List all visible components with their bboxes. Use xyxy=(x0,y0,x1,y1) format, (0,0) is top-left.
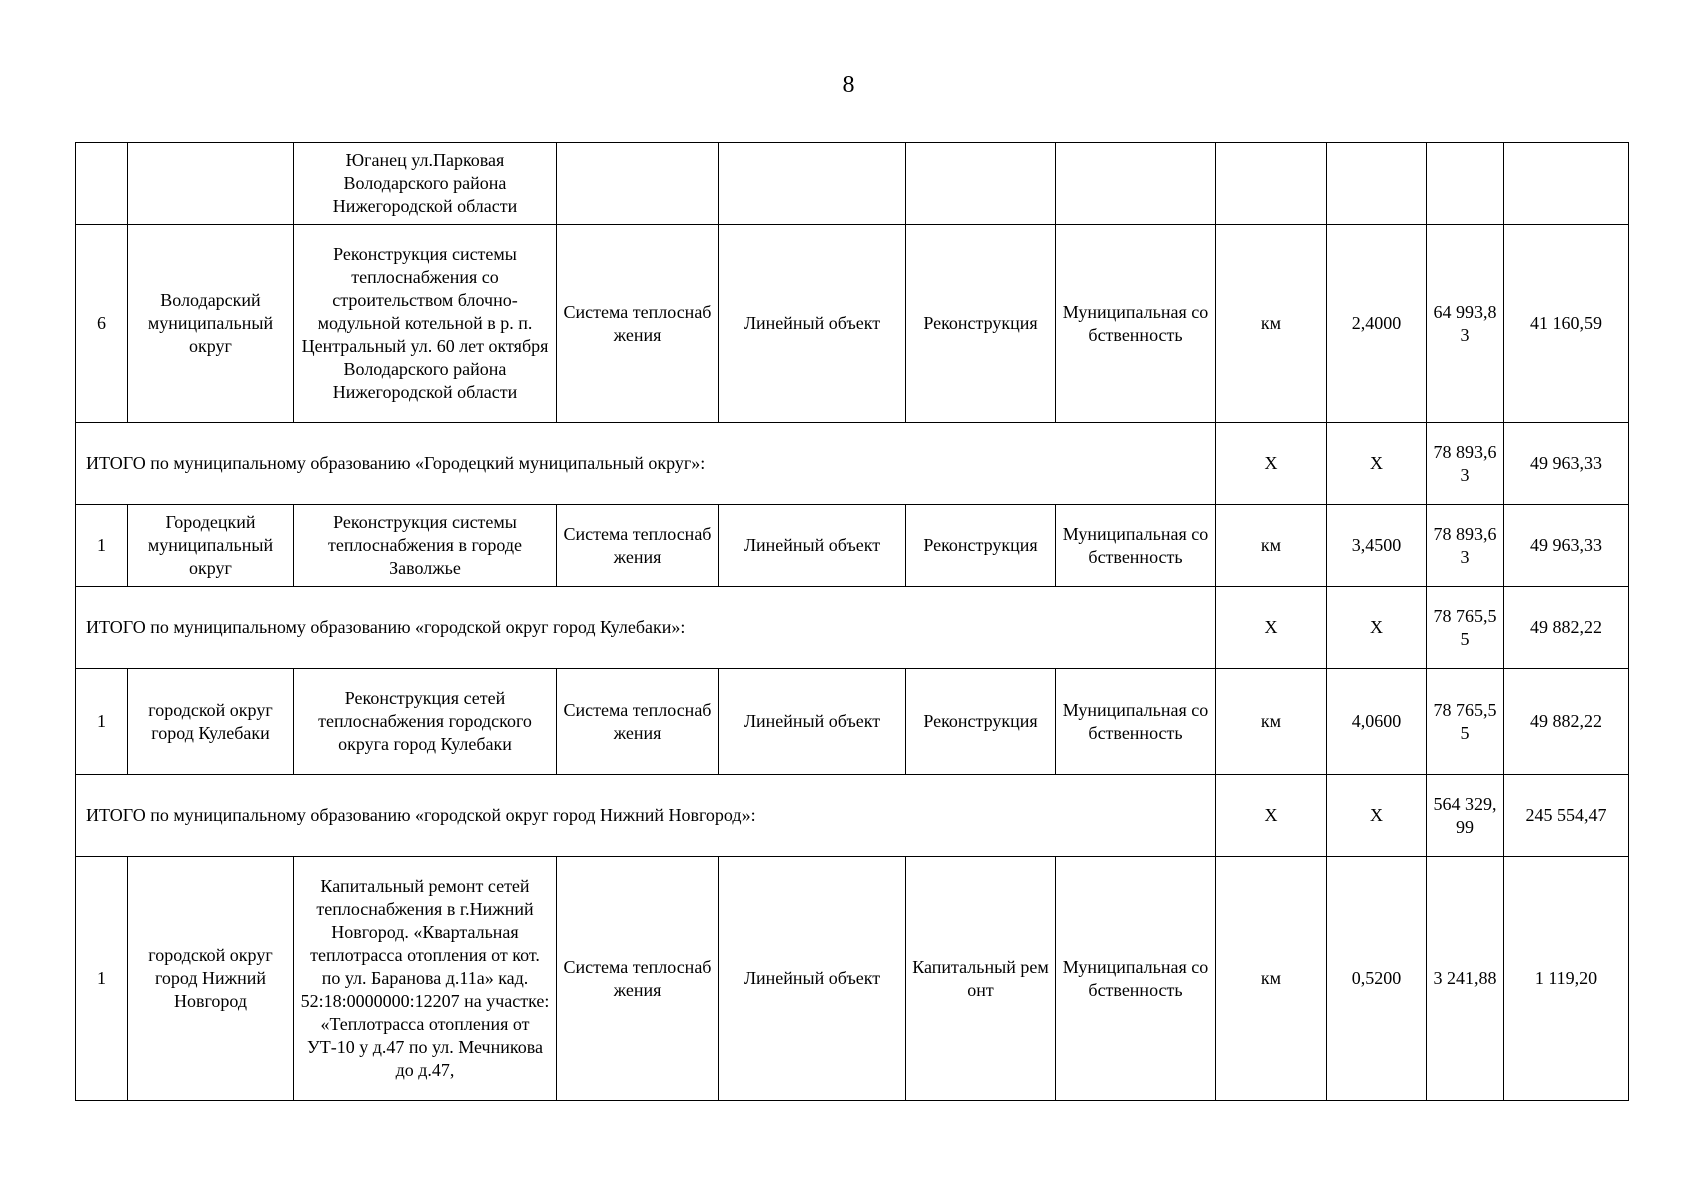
work-type-cell: Реконструкция xyxy=(906,505,1056,587)
municipality-cell: Володарский муниципальный округ xyxy=(128,225,294,423)
cost-total-cell xyxy=(1427,143,1504,225)
total-row xyxy=(76,775,1629,857)
page-number: 8 xyxy=(842,72,855,98)
total-cost-cell: 78 893,63 xyxy=(1427,423,1504,505)
object-name-cell: Реконструкция системы теплоснабжения со строительством блочно-модульной котельной в р. п. Центральный ул. 60 лет октября Володарского района Нижегородской области xyxy=(294,225,557,423)
cost-subsidy-cell: 1 119,20 xyxy=(1504,857,1629,1101)
object-name-cell: Юганец ул.Парковая Володарского района Нижегородской области xyxy=(294,143,557,225)
municipality-cell xyxy=(128,143,294,225)
ownership-cell: Муниципальная собственность xyxy=(1056,225,1216,423)
total-subsidy-cell: 245 554,47 xyxy=(1504,775,1629,857)
row-number: 1 xyxy=(76,669,128,775)
unit-cell: км xyxy=(1216,669,1327,775)
unit-cell xyxy=(1216,143,1327,225)
total-length-cell: X xyxy=(1327,775,1427,857)
length-cell: 4,0600 xyxy=(1327,669,1427,775)
total-label: ИТОГО по муниципальному образованию «Городецкий муниципальный округ»: xyxy=(76,423,1216,505)
ownership-cell: Муниципальная собственность xyxy=(1056,505,1216,587)
total-unit-cell: X xyxy=(1216,775,1327,857)
table-row xyxy=(76,505,1629,587)
total-length-cell: X xyxy=(1327,587,1427,669)
object-type-cell xyxy=(719,143,906,225)
table-row xyxy=(76,225,1629,423)
cost-total-cell: 78 765,55 xyxy=(1427,669,1504,775)
row-number: 1 xyxy=(76,505,128,587)
cost-subsidy-cell: 49 963,33 xyxy=(1504,505,1629,587)
row-number: 1 xyxy=(76,857,128,1101)
cost-subsidy-cell: 49 882,22 xyxy=(1504,669,1629,775)
municipality-cell: Городецкий муниципальный округ xyxy=(128,505,294,587)
object-name-cell: Капитальный ремонт сетей теплоснабжения в г.Нижний Новгород. «Квартальная теплотрасса отопления от кот. по ул. Баранова д.11а» кад. 52:18:0000000:12207 на участке: «Теплотрасса отопления от УТ-10 у д.47 по ул. Мечникова до д.47, xyxy=(294,857,557,1101)
system-cell: Система теплоснабжения xyxy=(557,225,719,423)
total-label: ИТОГО по муниципальному образованию «городской округ город Нижний Новгород»: xyxy=(76,775,1216,857)
work-type-cell: Реконструкция xyxy=(906,669,1056,775)
cost-total-cell: 78 893,63 xyxy=(1427,505,1504,587)
system-cell: Система теплоснабжения xyxy=(557,505,719,587)
municipality-cell: городской округ город Нижний Новгород xyxy=(128,857,294,1101)
unit-cell: км xyxy=(1216,857,1327,1101)
unit-cell: км xyxy=(1216,225,1327,423)
total-unit-cell: X xyxy=(1216,423,1327,505)
table-row xyxy=(76,143,1629,225)
total-unit-cell: X xyxy=(1216,587,1327,669)
ownership-cell: Муниципальная собственность xyxy=(1056,857,1216,1101)
work-type-cell xyxy=(906,143,1056,225)
system-cell xyxy=(557,143,719,225)
length-cell xyxy=(1327,143,1427,225)
ownership-cell: Муниципальная собственность xyxy=(1056,669,1216,775)
municipality-cell: городской округ город Кулебаки xyxy=(128,669,294,775)
capital-works-table xyxy=(75,142,1629,1101)
object-type-cell: Линейный объект xyxy=(719,225,906,423)
ownership-cell xyxy=(1056,143,1216,225)
length-cell: 0,5200 xyxy=(1327,857,1427,1101)
cost-total-cell: 3 241,88 xyxy=(1427,857,1504,1101)
unit-cell: км xyxy=(1216,505,1327,587)
object-type-cell: Линейный объект xyxy=(719,857,906,1101)
object-name-cell: Реконструкция системы теплоснабжения в городе Заволжье xyxy=(294,505,557,587)
total-row xyxy=(76,423,1629,505)
total-subsidy-cell: 49 882,22 xyxy=(1504,587,1629,669)
object-type-cell: Линейный объект xyxy=(719,505,906,587)
cost-subsidy-cell: 41 160,59 xyxy=(1504,225,1629,423)
length-cell: 3,4500 xyxy=(1327,505,1427,587)
total-length-cell: X xyxy=(1327,423,1427,505)
work-type-cell: Реконструкция xyxy=(906,225,1056,423)
row-number: 6 xyxy=(76,225,128,423)
cost-subsidy-cell xyxy=(1504,143,1629,225)
system-cell: Система теплоснабжения xyxy=(557,857,719,1101)
total-cost-cell: 78 765,55 xyxy=(1427,587,1504,669)
work-type-cell: Капитальный ремонт xyxy=(906,857,1056,1101)
object-type-cell: Линейный объект xyxy=(719,669,906,775)
cost-total-cell: 64 993,83 xyxy=(1427,225,1504,423)
total-cost-cell: 564 329,99 xyxy=(1427,775,1504,857)
total-label: ИТОГО по муниципальному образованию «городской округ город Кулебаки»: xyxy=(76,587,1216,669)
row-number xyxy=(76,143,128,225)
table-row xyxy=(76,857,1629,1101)
total-subsidy-cell: 49 963,33 xyxy=(1504,423,1629,505)
object-name-cell: Реконструкция сетей теплоснабжения городского округа город Кулебаки xyxy=(294,669,557,775)
length-cell: 2,4000 xyxy=(1327,225,1427,423)
system-cell: Система теплоснабжения xyxy=(557,669,719,775)
total-row xyxy=(76,587,1629,669)
table-row xyxy=(76,669,1629,775)
